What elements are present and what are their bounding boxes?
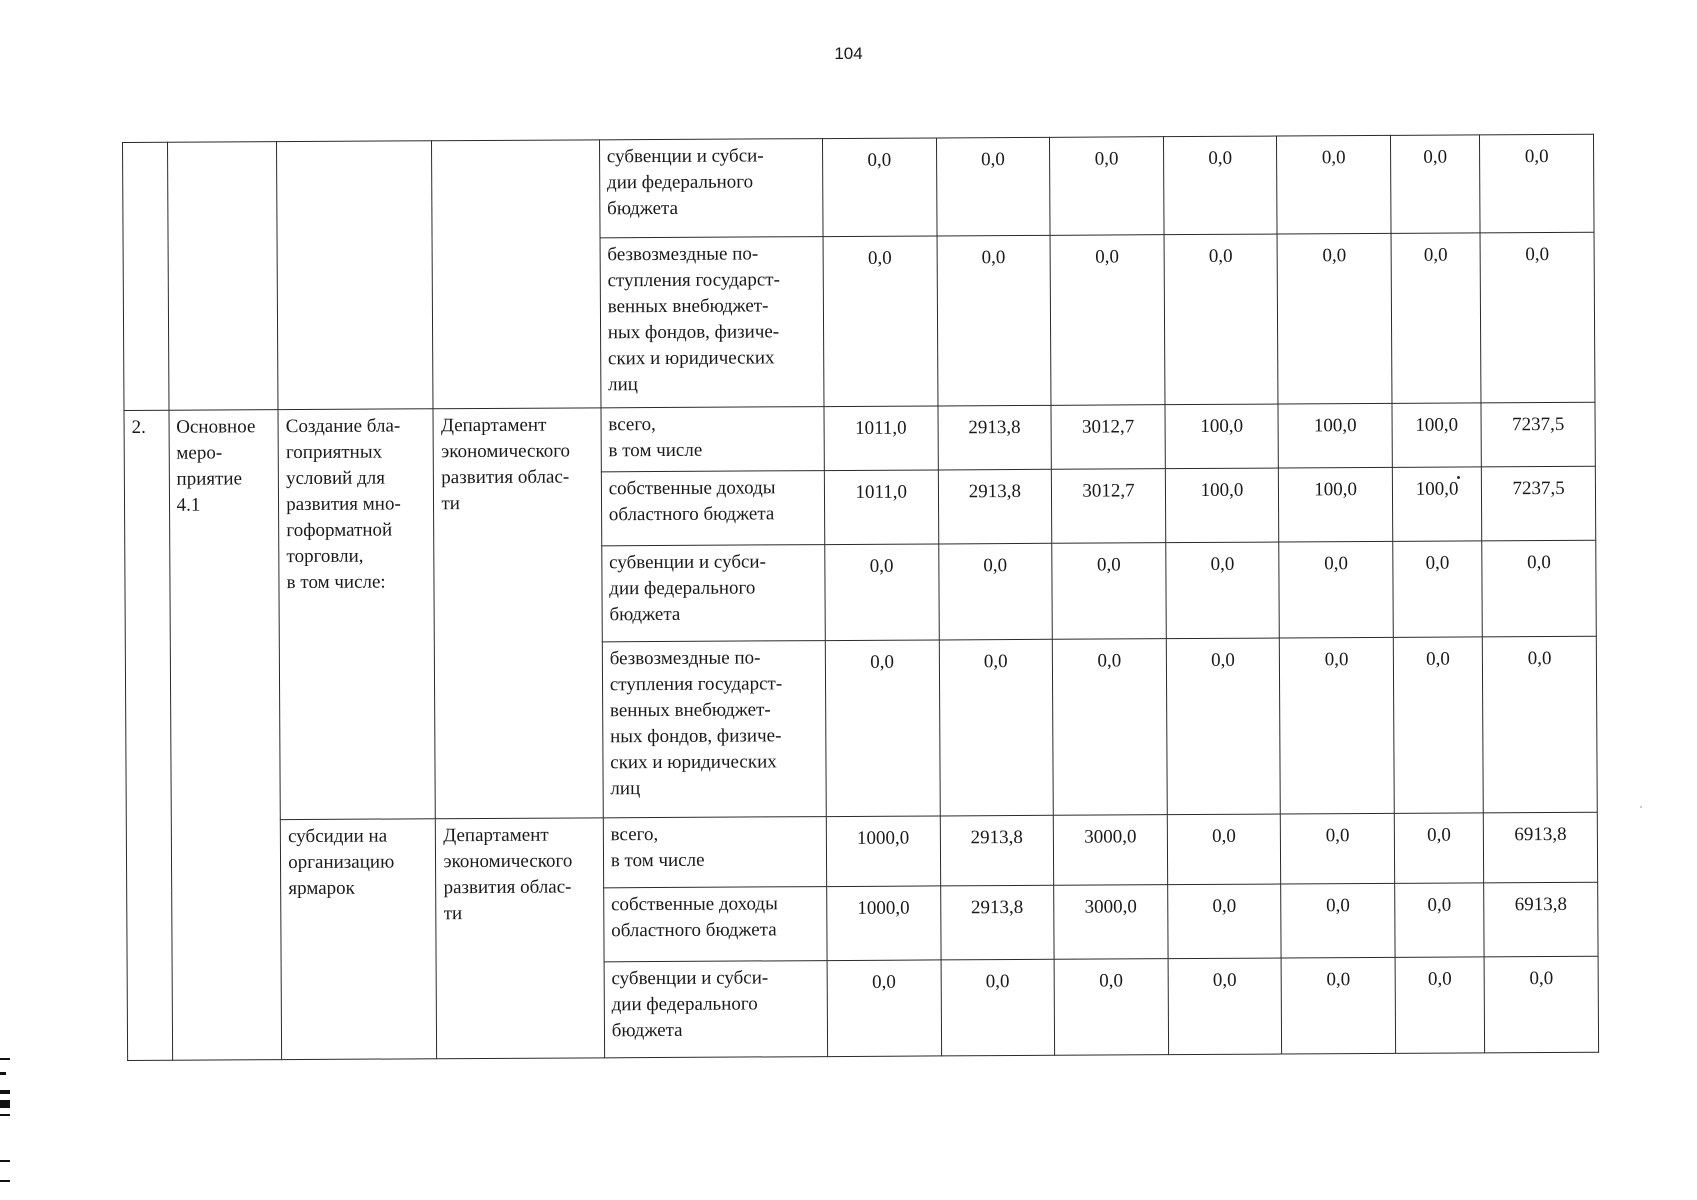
subitem-executor: Департамент экономического развития облас- ти xyxy=(436,818,605,1059)
value-cell: 0,0 xyxy=(1395,883,1485,957)
executor-cell xyxy=(432,140,601,409)
funding-source-cell: субвенции и субси- дии федерального бюджета xyxy=(604,961,828,1058)
value-cell: 0,0 xyxy=(1395,957,1485,1053)
value-cell: 0,0 xyxy=(1482,540,1596,637)
value-cell: 3000,0 xyxy=(1054,885,1168,960)
funding-source-cell: безвозмездные по- ступления государст- венных внебюджет- ных фондов, физиче- ских и юридических лиц xyxy=(600,237,824,408)
value-cell: 0,0 xyxy=(1164,234,1279,405)
value-cell: 1011,0 xyxy=(824,406,938,471)
scan-mark xyxy=(0,1072,6,1075)
funding-source-cell: безвозмездные по- ступления государст- венных внебюджет- ных фондов, физиче- ских и юридических лиц xyxy=(602,641,826,818)
value-cell: 0,0 xyxy=(825,640,940,817)
item-type: Основное меро- приятие 4.1 xyxy=(169,410,282,1061)
value-cell: 1000,0 xyxy=(826,816,940,887)
value-cell: 0,0 xyxy=(1277,135,1391,234)
value-cell: 0,0 xyxy=(1281,957,1395,1054)
value-cell: 0,0 xyxy=(1483,636,1598,813)
subitem-name: субсидии на организацию ярмарок xyxy=(280,819,437,1060)
item-name: Создание бла- гоприятных условий для развития мно- гоформатной торговли, в том числе: xyxy=(278,409,435,820)
value-cell: 0,0 xyxy=(1054,959,1168,1056)
value-cell: 0,0 xyxy=(938,543,1052,640)
value-cell: 100,0 xyxy=(1392,403,1482,467)
value-cell: 3000,0 xyxy=(1053,815,1167,886)
funding-source-cell: всего, в том числе xyxy=(603,817,827,888)
value-cell: 0,0 xyxy=(1052,543,1166,640)
funding-source-cell: собственные доходы областного бюджета xyxy=(603,887,827,962)
value-cell: 3012,7 xyxy=(1051,469,1165,544)
value-cell: 100,0 xyxy=(1165,404,1279,469)
scan-mark xyxy=(0,1180,10,1182)
value-cell: 100,0 xyxy=(1279,467,1393,542)
item-executor: Департамент экономического развития облас- ти xyxy=(433,408,603,819)
funding-source-cell: всего, в том числе xyxy=(601,407,825,472)
value-cell: 100,0 xyxy=(1392,467,1482,541)
value-cell: 0,0 xyxy=(941,959,1055,1056)
value-cell: 0,0 xyxy=(1390,135,1480,233)
budget-table xyxy=(122,134,1599,1061)
value-cell: 100,0 xyxy=(1165,468,1279,543)
table-row xyxy=(123,134,1595,240)
value-cell: 0,0 xyxy=(1281,813,1395,884)
value-cell: 0,0 xyxy=(1050,137,1164,236)
value-cell: 1000,0 xyxy=(827,886,941,961)
value-cell: 0,0 xyxy=(1166,542,1280,639)
value-cell: 0,0 xyxy=(939,639,1054,816)
value-cell: 100,0 xyxy=(1278,403,1392,468)
scan-mark xyxy=(0,1058,10,1060)
scan-mark xyxy=(0,1100,10,1108)
value-cell: 0,0 xyxy=(1393,541,1483,637)
funding-source-cell: субвенции и субси- дии федерального бюджета xyxy=(602,545,826,642)
value-cell: 6913,8 xyxy=(1484,812,1598,883)
value-cell: 0,0 xyxy=(1052,639,1167,816)
value-cell: 0,0 xyxy=(1391,233,1481,403)
funding-source-cell: субвенции и субси- дии федерального бюджета xyxy=(599,139,823,238)
scan-speck xyxy=(1640,806,1642,808)
value-cell: 2913,8 xyxy=(938,469,1052,544)
value-cell: 0,0 xyxy=(1394,813,1484,883)
value-cell: 0,0 xyxy=(825,544,939,641)
scan-mark xyxy=(0,1114,10,1116)
value-cell: 0,0 xyxy=(1163,136,1277,235)
value-cell: 0,0 xyxy=(1167,884,1281,959)
page-number: 104 xyxy=(834,44,863,63)
item-number: 2. xyxy=(124,410,172,1060)
number-cell xyxy=(123,142,169,410)
value-cell: 0,0 xyxy=(1166,638,1281,815)
value-cell: 0,0 xyxy=(1480,134,1594,233)
value-cell: 0,0 xyxy=(1281,883,1395,958)
value-cell: 2913,8 xyxy=(940,885,1054,960)
value-cell: 2913,8 xyxy=(938,405,1052,470)
scan-speck xyxy=(1457,476,1460,479)
value-cell: 0,0 xyxy=(936,137,1050,236)
value-cell: 0,0 xyxy=(1484,956,1598,1053)
value-cell: 0,0 xyxy=(827,960,941,1057)
value-cell: 0,0 xyxy=(1279,541,1393,638)
value-cell: 3012,7 xyxy=(1051,405,1165,470)
value-cell: 6913,8 xyxy=(1484,882,1598,957)
value-cell: 0,0 xyxy=(937,235,1052,406)
value-cell: 0,0 xyxy=(1050,235,1165,406)
value-cell: 0,0 xyxy=(1167,814,1281,885)
value-cell: 0,0 xyxy=(1277,233,1392,404)
value-cell: 0,0 xyxy=(822,138,936,237)
scan-mark xyxy=(0,1090,10,1094)
value-cell: 0,0 xyxy=(823,236,938,407)
table-row xyxy=(126,812,1597,890)
value-cell: 0,0 xyxy=(1168,958,1282,1055)
funding-source-cell: собственные доходы областного бюджета xyxy=(601,471,825,546)
table-body xyxy=(123,134,1599,1060)
value-cell: 1011,0 xyxy=(824,470,938,545)
value-cell: 0,0 xyxy=(1393,637,1483,813)
value-cell: 7237,5 xyxy=(1481,402,1595,467)
value-cell: 2913,8 xyxy=(940,815,1054,886)
name-cell xyxy=(277,141,434,410)
type-cell xyxy=(167,142,278,411)
table-row xyxy=(124,402,1595,474)
value-cell: 7237,5 xyxy=(1482,466,1596,541)
scan-mark xyxy=(0,1160,10,1162)
value-cell: 0,0 xyxy=(1480,232,1595,403)
value-cell: 0,0 xyxy=(1280,637,1395,814)
